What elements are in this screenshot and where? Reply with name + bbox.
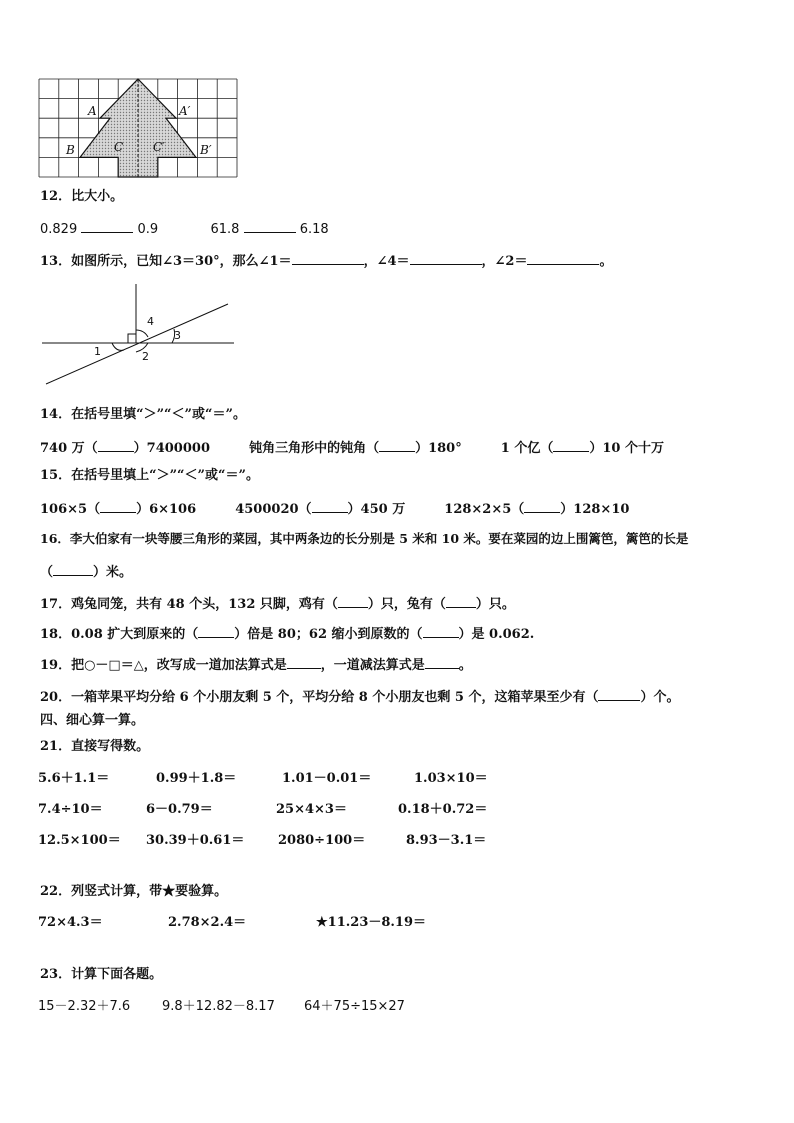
q23-item: 9.8＋12.82－8.17: [162, 999, 275, 1014]
tree-shape: [80, 79, 196, 177]
q16-line2: [40, 562, 132, 581]
q12-title: 12．比大小。: [40, 189, 124, 204]
q12-d: 6.18: [299, 222, 329, 237]
angle-label-1: 1: [94, 345, 101, 358]
q14-p2b: ）180°: [415, 441, 462, 456]
q15-p1b: ）6×106: [136, 502, 197, 517]
q17-blank-2[interactable]: [446, 594, 476, 608]
q21-item: 1.03×10＝: [414, 771, 488, 786]
q14-blank-1[interactable]: [98, 438, 134, 452]
q20-blank[interactable]: [598, 687, 640, 701]
q20-line: [40, 687, 680, 706]
q22-title: 22．列竖式计算，带★要验算。: [40, 884, 228, 899]
q15-blank-1[interactable]: [100, 499, 136, 513]
q21-item: 1.01－0.01＝: [282, 771, 372, 786]
q18-a: 18．0.08 扩大到原来的（: [40, 627, 199, 642]
q14-p3a: 1 个亿（: [500, 441, 554, 456]
q14-row: [40, 438, 664, 457]
q15-p2a: 4500020（: [235, 502, 312, 517]
q17-blank-1[interactable]: [338, 594, 368, 608]
q22-item: 2.78×2.4＝: [168, 915, 247, 930]
q18-blank-1[interactable]: [198, 624, 234, 638]
q21-item: 0.99＋1.8＝: [156, 771, 237, 786]
q14-p1a: 740 万（: [40, 441, 98, 456]
q17-a: 17．鸡兔同笼，共有 48 个头，132 只脚，鸡有（: [40, 597, 338, 612]
q19-b: ，一道减法算式是: [320, 658, 425, 673]
q22-item: 72×4.3＝: [38, 915, 103, 930]
q13-end: 。: [599, 254, 613, 269]
q18-c: ）是 0.062.: [458, 627, 535, 642]
q23-item: 15－2.32＋7.6: [38, 999, 131, 1014]
q12-blank-1[interactable]: [81, 219, 133, 233]
q19-a: 19．把○－□＝△，改写成一道加法算式是: [40, 658, 287, 673]
q21-item: 12.5×100＝: [38, 833, 121, 848]
q14-p2a: 钝角三角形中的钝角（: [249, 441, 380, 456]
q13-blank-2[interactable]: [410, 251, 482, 265]
q17-c: ）只。: [475, 597, 515, 612]
q16-close: ）米。: [93, 565, 133, 580]
q21-item: 2080÷100＝: [278, 833, 366, 848]
q12-b: 0.9: [137, 222, 159, 237]
q16-open: （: [40, 565, 54, 580]
q19-blank-2[interactable]: [425, 655, 459, 669]
q16-blank[interactable]: [53, 562, 93, 576]
q15-p1a: 106×5（: [40, 502, 101, 517]
q17-line: [40, 594, 515, 613]
q21-item: 0.18＋0.72＝: [398, 802, 488, 817]
q18-line: [40, 624, 534, 643]
q23-title: 23．计算下面各题。: [40, 967, 163, 982]
label-A: A: [88, 104, 97, 118]
tree-grid-figure: [38, 78, 240, 180]
q14-p3b: ）10 个十万: [589, 441, 664, 456]
q23-row: [38, 999, 405, 1015]
q15-title: 15．在括号里填上“＞”“＜”或“＝”。: [40, 468, 259, 483]
q15-p2b: ）450 万: [347, 502, 406, 517]
q20-b: ）个。: [640, 690, 680, 705]
section-4-heading: 四、细心算一算。: [40, 713, 145, 728]
q14-blank-2[interactable]: [379, 438, 415, 452]
q19-blank-1[interactable]: [287, 655, 321, 669]
q21-item: 30.39＋0.61＝: [146, 833, 245, 848]
q19-c: 。: [458, 658, 472, 673]
angle-label-2: 2: [142, 350, 149, 363]
angle-1-arc: [112, 343, 124, 350]
angle-4-arc: [136, 330, 148, 337]
q15-blank-2[interactable]: [312, 499, 348, 513]
q21-item: 7.4÷10＝: [38, 802, 103, 817]
angle-figure: [40, 280, 235, 390]
q21-item: 6－0.79＝: [146, 802, 213, 817]
q13-mid2: ，∠2＝: [481, 254, 528, 269]
angle-label-4: 4: [147, 315, 154, 328]
q21-item: 25×4×3＝: [276, 802, 347, 817]
q21-title: 21．直接写得数。: [40, 739, 150, 754]
angle-label-3: 3: [174, 329, 181, 342]
q14-blank-3[interactable]: [553, 438, 589, 452]
q13-blank-3[interactable]: [527, 251, 599, 265]
q22-item: ★11.23－8.19＝: [316, 915, 427, 930]
q22-row: [38, 915, 426, 931]
label-B: B: [66, 143, 75, 157]
q18-blank-2[interactable]: [423, 624, 459, 638]
q13-line: [40, 251, 612, 270]
q13-prefix: 13．如图所示，已知∠3＝30°，那么∠1＝: [40, 254, 292, 269]
right-angle-mark: [128, 334, 136, 343]
q15-row: [40, 499, 629, 518]
q20-a: 20．一箱苹果平均分给 6 个小朋友剩 5 个，平均分给 8 个小朋友也剩 5 个，这箱苹果至少有（: [40, 690, 599, 705]
q13-mid1: ，∠4＝: [363, 254, 410, 269]
q17-b: ）只，兔有（: [367, 597, 446, 612]
label-C: C: [114, 140, 124, 154]
q12-blank-2[interactable]: [244, 219, 296, 233]
q12-a: 0.829: [40, 222, 78, 237]
q16-line1: 16．李大伯家有一块等腰三角形的菜园，其中两条边的长分别是 5 米和 10 米。要在菜园的边上围篱笆，篱笆的长是: [40, 531, 689, 546]
label-C-prime: C′: [153, 140, 165, 154]
q15-blank-3[interactable]: [524, 499, 560, 513]
q21-row-2: [38, 802, 487, 818]
q14-title: 14．在括号里填“＞”“＜”或“＝”。: [40, 407, 246, 422]
q14-p1b: ）7400000: [133, 441, 210, 456]
q21-item: 8.93－3.1＝: [406, 833, 487, 848]
label-A-prime: A′: [179, 104, 191, 118]
q21-row-1: [38, 771, 488, 787]
q12-row: [40, 219, 329, 238]
q19-line: [40, 655, 472, 674]
q13-blank-1[interactable]: [292, 251, 364, 265]
q18-b: ）倍是 80；62 缩小到原数的（: [234, 627, 423, 642]
q15-p3b: ）128×10: [560, 502, 630, 517]
q12-c: 61.8: [210, 222, 240, 237]
slant-line: [46, 304, 228, 384]
q23-item: 64＋75÷15×27: [304, 999, 405, 1014]
q21-item: 5.6＋1.1＝: [38, 771, 110, 786]
q21-row-3: [38, 833, 486, 849]
label-B-prime: B′: [200, 143, 212, 157]
q15-p3a: 128×2×5（: [444, 502, 525, 517]
